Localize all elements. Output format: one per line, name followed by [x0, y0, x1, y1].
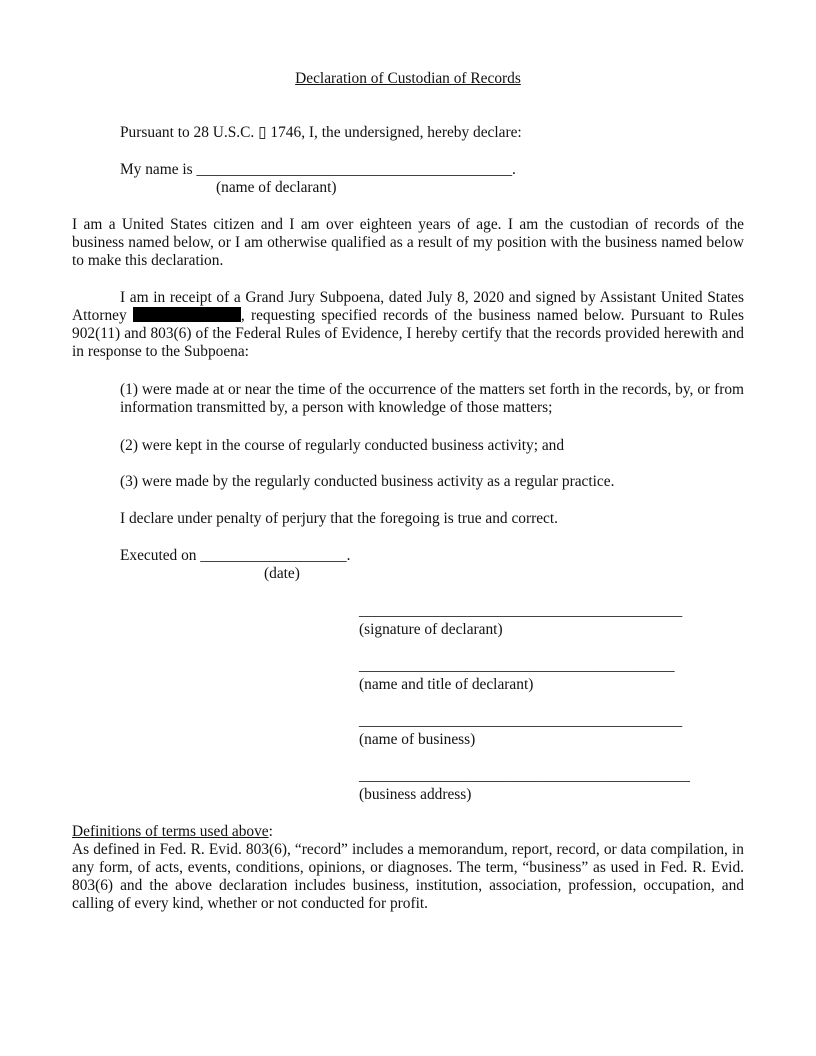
- definitions-heading-colon: :: [268, 823, 273, 840]
- name-title-caption: (name and title of declarant): [359, 676, 534, 693]
- name-suffix: .: [512, 161, 516, 178]
- date-caption: (date): [264, 565, 300, 582]
- business-address-caption: (business address): [359, 786, 472, 803]
- certification-item-2: (2) were kept in the course of regularly conducted business activity; and: [120, 437, 565, 454]
- certification-item-3: (3) were made by the regularly conducted business activity as a regular practice.: [120, 473, 615, 490]
- date-blank[interactable]: ___________________: [200, 547, 347, 564]
- executed-suffix: .: [346, 547, 351, 564]
- certification-item-1: (1) were made at or near the time of the occurrence of the matters set forth in the records, by, or from information transmitted by, a person with knowledge of those matters;: [120, 381, 744, 416]
- business-name-line[interactable]: __________________________________________: [359, 712, 683, 729]
- pursuant-statement: Pursuant to 28 U.S.C. ▯ 1746, I, the undersigned, hereby declare:: [120, 124, 522, 141]
- signature-caption: (signature of declarant): [359, 621, 503, 638]
- subpoena-text-end: , requesting specified records of the business named below. Pursuant to Rules 902(11) and 803(6) of the Federal Rules of Evidence, I hereby certify that the records provided herewith and in response to the Subpoena:: [72, 307, 744, 360]
- subpoena-text-start: I am in receipt of a Grand Jury Subpoena, dated July 8, 2020 and signed by Assistant United States Attorney: [72, 289, 744, 324]
- declarant-name-caption: (name of declarant): [216, 179, 337, 196]
- document-title: [0, 70, 816, 88]
- definitions-heading-text: Definitions of terms used above: [72, 823, 269, 840]
- definitions-heading: [72, 823, 273, 841]
- name-blank[interactable]: _________________________________________: [196, 161, 513, 178]
- name-prefix: My name is: [120, 161, 197, 178]
- subpoena-paragraph: [72, 289, 744, 361]
- declarant-name-line: [120, 161, 516, 179]
- business-name-caption: (name of business): [359, 731, 476, 748]
- perjury-statement: I declare under penalty of perjury that the foregoing is true and correct.: [120, 510, 559, 527]
- title-text: Declaration of Custodian of Records: [295, 70, 521, 87]
- redaction-block: [133, 307, 241, 322]
- business-address-line[interactable]: ___________________________________________: [359, 767, 690, 784]
- definitions-body: As defined in Fed. R. Evid. 803(6), “record” includes a memorandum, report, record, or data compilation, in any form, of acts, events, conditions, opinions, or diagnoses. The term, “business” as used in Fed. R. Evid. 803(6) and the above declaration includes business, institution, association, profession, occupation, and calling of every kind, whether or not conducted for profit.: [72, 841, 744, 912]
- citizen-paragraph: I am a United States citizen and I am over eighteen years of age. I am the custodian of records of the business named below, or I am otherwise qualified as a result of my position with the business named below to make this declaration.: [72, 216, 744, 269]
- executed-prefix: Executed on: [120, 547, 201, 564]
- signature-line[interactable]: __________________________________________: [359, 602, 683, 619]
- name-title-line[interactable]: _________________________________________: [359, 657, 675, 674]
- executed-line: [120, 547, 350, 565]
